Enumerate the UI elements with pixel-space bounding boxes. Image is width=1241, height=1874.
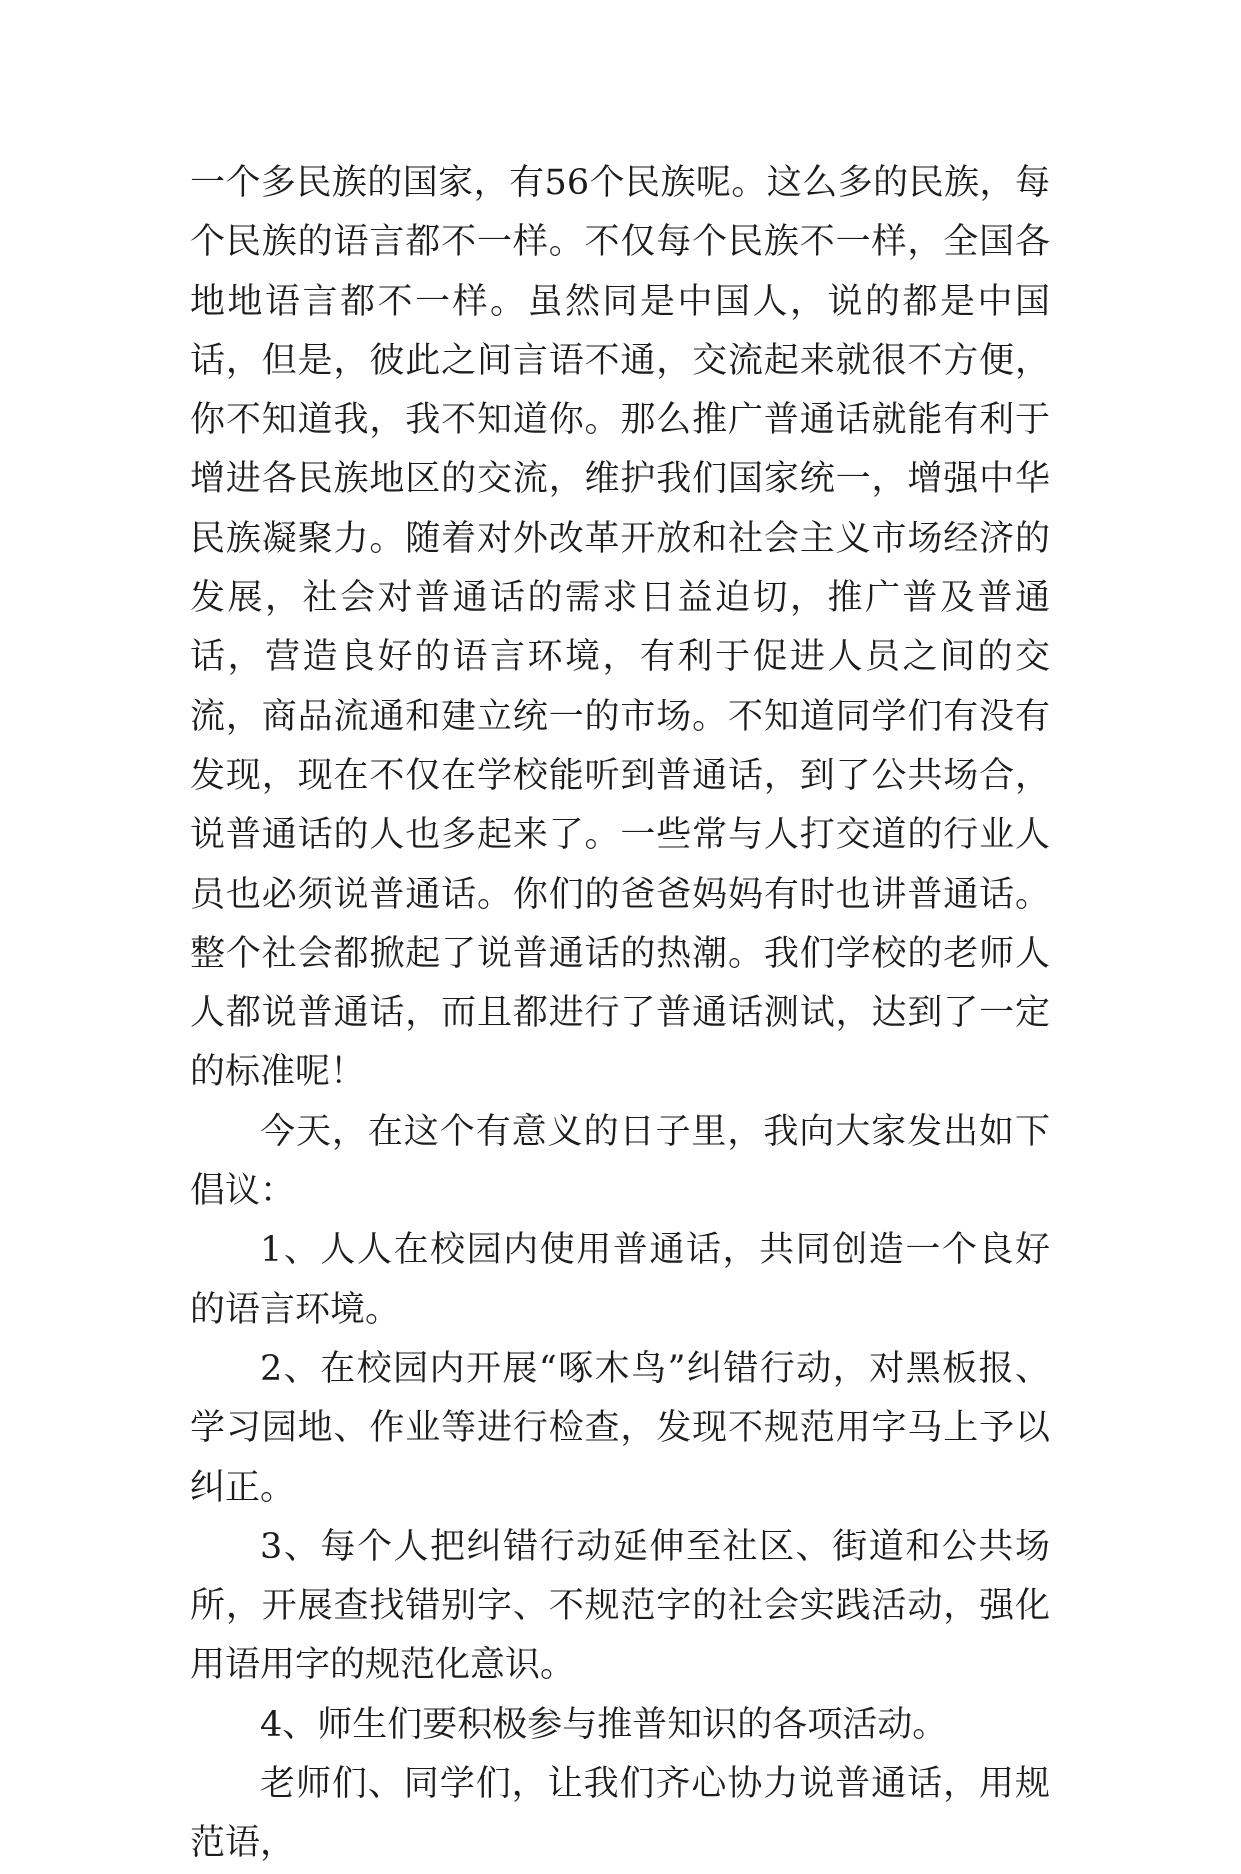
paragraph-proposal-3: 3、每个人把纠错行动延伸至社区、街道和公共场所，开展查找错别字、不规范字的社会实践活动，强化用语用字的规范化意识。 bbox=[190, 1526, 1050, 1686]
paragraph-continuation: 一个多民族的国家，有56个民族呢。这么多的民族，每个民族的语言都不一样。不仅每个民族不一样，全国各地地语言都不一样。虽然同是中国人，说的都是中国话，但是，彼此之间言语不通，交流起来就很不方便，你不知道我，我不知道你。那么推广普通话就能有利于增进各民族地区的交流，维护我们国家统一，增强中华民族凝聚力。随着对外改革开放和社会主义市场经济的发展，社会对普通话的需求日益迫切，推广普及普通话，营造良好的语言环境，有利于促进人员之间的交流，商品流通和建立统一的市场。不知道同学们有没有发现，现在不仅在学校能听到普通话，到了公共场合，说普通话的人也多起来了。一些常与人打交道的行业人员也必须说普通话。你们的爸爸妈妈有时也讲普通话。整个社会都掀起了说普通话的热潮。我们学校的老师人人都说普通话，而且都进行了普通话测试，达到了一定的标准呢！ bbox=[190, 163, 1050, 1093]
paragraph-proposal-intro: 今天，在这个有意义的日子里，我向大家发出如下倡议： bbox=[190, 1111, 1050, 1212]
paragraph-proposal-1: 1、人人在校园内使用普通话，共同创造一个良好的语言环境。 bbox=[190, 1230, 1050, 1330]
paragraph-proposal-4: 4、师生们要积极参与推普知识的各项活动。 bbox=[260, 1704, 948, 1745]
body-text bbox=[190, 154, 1050, 1874]
paragraph-closing: 老师们、同学们，让我们齐心协力说普通话，用规范语， bbox=[190, 1764, 1050, 1864]
paragraph-proposal-2: 2、在校园内开展“啄木鸟”纠错行动，对黑板报、学习园地、作业等进行检查，发现不规范用字马上予以纠正。 bbox=[190, 1348, 1050, 1508]
